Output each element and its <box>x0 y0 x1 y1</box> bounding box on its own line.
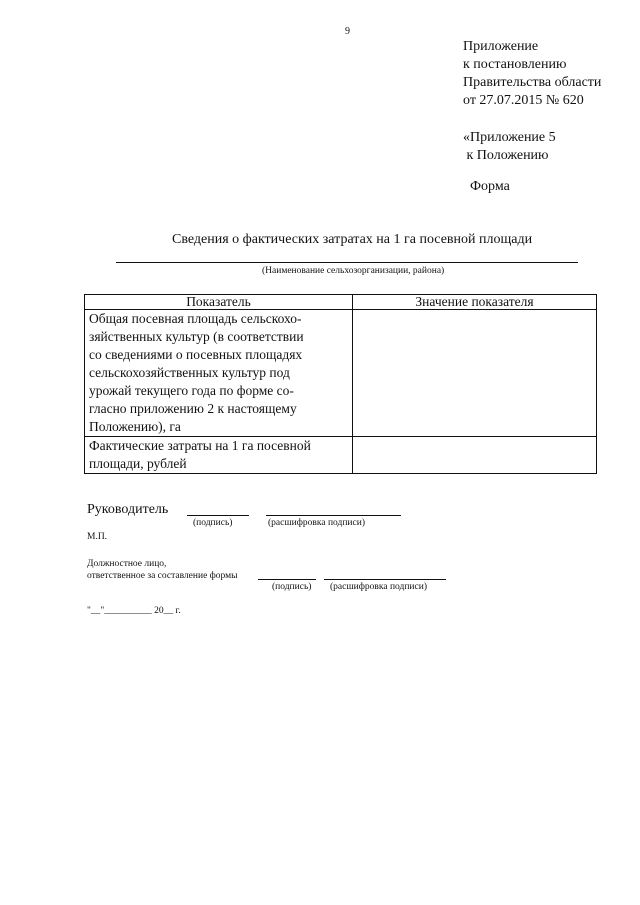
approval-line: к постановлению <box>463 57 567 72</box>
head-decode-line[interactable] <box>266 515 401 516</box>
organization-name-line[interactable] <box>116 262 578 263</box>
approval-line: Приложение <box>463 39 539 54</box>
responsible-decode-line[interactable] <box>324 579 446 580</box>
table-row <box>85 437 597 474</box>
column-header-value: Значение показателя <box>353 295 597 310</box>
responsible-block <box>87 558 238 582</box>
document-title: Сведения о фактических затратах на 1 га посевной площади <box>172 232 533 247</box>
approval-block <box>463 38 601 110</box>
table-header-row <box>85 295 597 310</box>
annex-line: «Приложение 5 <box>463 130 556 145</box>
resp-decode-caption: (расшифровка подписи) <box>330 582 427 592</box>
column-header-indicator: Показатель <box>85 295 353 310</box>
date-line[interactable]: "__"__________ 20__ г. <box>87 606 181 616</box>
approval-line: от 27.07.2015 № 620 <box>463 93 584 108</box>
form-label: Форма <box>470 179 510 194</box>
annex-block <box>463 129 556 165</box>
page-number: 9 <box>345 26 350 37</box>
value-cell[interactable] <box>353 437 597 474</box>
decode-caption: (расшифровка подписи) <box>268 518 365 528</box>
value-cell[interactable] <box>353 310 597 437</box>
indicator-cell: Фактические затраты на 1 га посевной площади, рублей <box>85 437 353 474</box>
head-signature-line[interactable] <box>187 515 249 516</box>
indicators-table <box>84 294 597 474</box>
responsible-signature-line[interactable] <box>258 579 316 580</box>
indicator-cell: Общая посевная площадь сельскохо- зяйственных культур (в соответствии со сведениями о посевных площадях сельскохозяйственных культур под урожай текущего года по форме со- гласно приложению 2 к настоящему Положению), га <box>85 310 353 437</box>
sign-caption: (подпись) <box>193 518 233 528</box>
responsible-line: ответственное за составление формы <box>87 571 238 581</box>
annex-line: к Положению <box>463 148 549 163</box>
resp-sign-caption: (подпись) <box>272 582 312 592</box>
head-label: Руководитель <box>87 502 169 517</box>
responsible-line: Должностное лицо, <box>87 559 167 569</box>
organization-caption: (Наименование сельхозорганизации, района) <box>262 266 445 276</box>
approval-line: Правительства области <box>463 75 602 90</box>
table-row <box>85 310 597 437</box>
stamp-label: М.П. <box>87 532 108 542</box>
